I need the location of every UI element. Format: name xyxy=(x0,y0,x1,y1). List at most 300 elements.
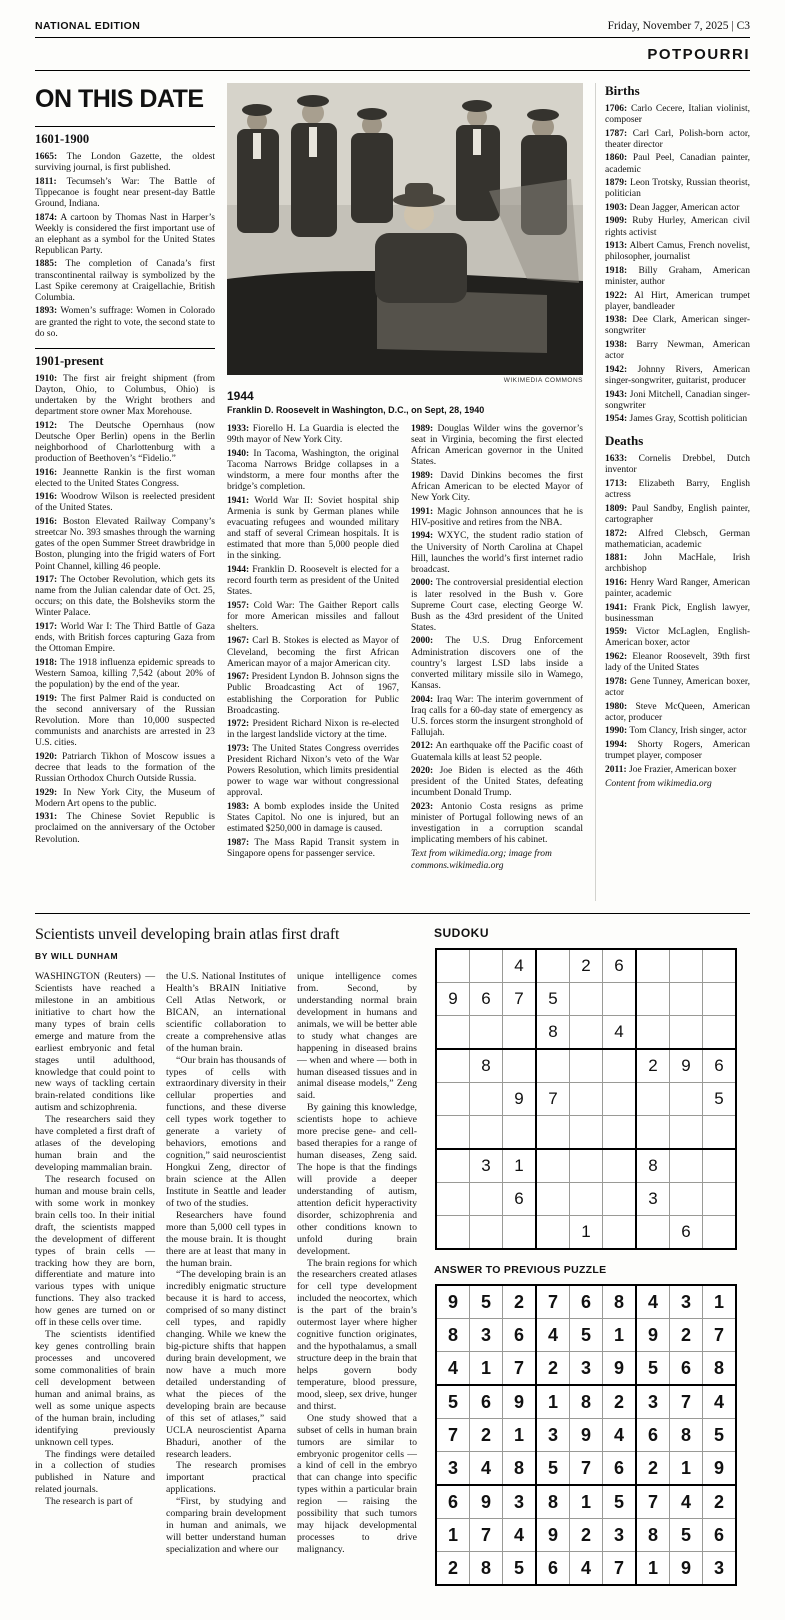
date-entry: 1885: The completion of Canada’s first transcontinental railway is symbolized by the Last Spike ceremony at Craigellachie, British Columbia. xyxy=(35,259,215,303)
sudoku-cell[interactable] xyxy=(503,1116,537,1150)
sudoku-cell[interactable] xyxy=(470,1016,503,1050)
entry-year: 1909: xyxy=(605,216,628,227)
sudoku-cell: 6 xyxy=(670,1352,703,1386)
sudoku-cell: 3 xyxy=(503,1485,537,1519)
date-entry: 1933: Fiorello H. La Guardia is elected the 99th mayor of New York City. xyxy=(227,424,399,446)
entry-year: 1938: xyxy=(605,315,628,326)
sudoku-section xyxy=(434,926,750,1606)
entry-year: 1973: xyxy=(227,743,250,754)
sudoku-cell: 6 xyxy=(436,1485,470,1519)
sudoku-cell: 2 xyxy=(503,1285,537,1319)
sudoku-cell[interactable] xyxy=(603,1049,637,1083)
date-entry: 1973: The United States Congress overrides President Richard Nixon’s veto of the War Powers Resolution, which limits presidential power to wage war without congressional approval. xyxy=(227,743,399,799)
sudoku-cell[interactable]: 1 xyxy=(503,1149,537,1183)
sudoku-cell[interactable] xyxy=(670,1116,703,1150)
sudoku-puzzle-grid xyxy=(435,948,737,1250)
sudoku-cell: 2 xyxy=(536,1352,570,1386)
entry-year: 2011: xyxy=(605,764,627,775)
date-entry: 1916: Henry Ward Ranger, American painter, academic xyxy=(605,577,750,600)
photo-frame xyxy=(227,83,583,375)
date-entry: 2000: The U.S. Drug Enforcement Administration discovers one of the country’s largest LSD labs inside a converted military missile silo in Wamego, Kansas. xyxy=(411,636,583,691)
date-entry: 1942: Johnny Rivers, American singer-songwriter, guitarist, producer xyxy=(605,364,750,386)
sudoku-cell[interactable] xyxy=(503,1216,537,1250)
date-entry: 1954: James Gray, Scottish politician xyxy=(605,414,748,425)
article-paragraph: The brain regions for which the researchers created atlases for cell type development included the neocortex, which is the part of the brain’s outermost layer where higher cognitive function originates, and the hypothalamus, a small structure deep in the brain that helps govern body temperature, blood pressure, mood, sleep, sex drive, hunger and thirst. xyxy=(297,1257,417,1412)
date-entry: 1917: The October Revolution, which gets its name from the Julian calendar date of Oct. 25, occurs; on this date, the Bolsheviks storm the Winter Palace. xyxy=(35,575,215,619)
entry-year: 1916: xyxy=(35,492,58,503)
fdr-photo-illustration xyxy=(227,83,583,375)
article-paragraph: “Our brain has thousands of types of cells with extraordinary diversity in their cellular properties and functions, and these diverse cell types work together to generate a variety of behaviors, emotions and cognition,” said neuroscientist Hongkui Zeng, director of brain science at the Allen Institute in Seattle and leader of two of the studies. xyxy=(166,1054,286,1209)
entry-year: 1990: xyxy=(605,726,628,737)
sudoku-cell[interactable]: 2 xyxy=(570,949,603,983)
sudoku-cell: 2 xyxy=(703,1485,737,1519)
entry-year: 1991: xyxy=(411,506,434,517)
sudoku-cell[interactable] xyxy=(470,1216,503,1250)
sudoku-cell: 1 xyxy=(636,1552,670,1586)
sudoku-row xyxy=(436,1385,736,1419)
sudoku-cell[interactable]: 9 xyxy=(670,1049,703,1083)
sudoku-row xyxy=(436,1352,736,1386)
sudoku-cell: 5 xyxy=(670,1519,703,1552)
sudoku-cell[interactable] xyxy=(670,1149,703,1183)
entry-year: 1879: xyxy=(605,178,628,189)
sudoku-row xyxy=(436,1452,736,1486)
sudoku-cell[interactable] xyxy=(670,1083,703,1116)
sudoku-answer-title: ANSWER TO PREVIOUS PUZZLE xyxy=(434,1264,607,1276)
entry-year: 1962: xyxy=(605,652,628,663)
sudoku-cell[interactable]: 9 xyxy=(503,1083,537,1116)
entry-year: 1881: xyxy=(605,553,628,564)
article-column-2 xyxy=(166,971,286,1556)
sudoku-cell[interactable] xyxy=(436,1049,470,1083)
sudoku-cell: 1 xyxy=(536,1385,570,1419)
sudoku-cell[interactable] xyxy=(703,1016,737,1050)
entry-year: 1809: xyxy=(605,503,628,514)
date-entry: 1938: Dee Clark, American singer-songwriter xyxy=(605,315,750,337)
date-entry: 1811: Tecumseh’s War: The Battle of Tippecanoe is fought near present-day Battle Ground, Indiana. xyxy=(35,176,215,209)
sudoku-cell[interactable]: 6 xyxy=(603,949,637,983)
date-entry: 2020: Joe Biden is elected as the 46th president of the United States, defeating incumbent Donald Trump. xyxy=(411,766,583,799)
sudoku-cell: 1 xyxy=(603,1319,637,1352)
entry-year: 1980: xyxy=(605,701,628,712)
entry-year: 1885: xyxy=(35,259,58,270)
sudoku-cell: 7 xyxy=(703,1319,737,1352)
date-entry: 1980: Steve McQueen, American actor, producer xyxy=(605,701,750,723)
sudoku-cell: 8 xyxy=(603,1285,637,1319)
sudoku-row xyxy=(436,983,736,1016)
sudoku-cell: 5 xyxy=(603,1485,637,1519)
sudoku-cell: 6 xyxy=(603,1452,637,1486)
article-paragraph: The research promises important practical applications. xyxy=(166,1460,286,1496)
sudoku-cell[interactable] xyxy=(570,1083,603,1116)
sudoku-cell[interactable]: 2 xyxy=(636,1049,670,1083)
sudoku-cell[interactable] xyxy=(470,1083,503,1116)
sudoku-cell: 1 xyxy=(703,1285,737,1319)
sudoku-cell[interactable]: 6 xyxy=(670,1216,703,1250)
sudoku-cell: 7 xyxy=(570,1452,603,1486)
sudoku-cell[interactable] xyxy=(536,1149,570,1183)
births-deaths-column xyxy=(595,83,750,901)
sudoku-cell: 9 xyxy=(503,1385,537,1419)
events-column-2-list xyxy=(411,424,583,846)
sudoku-cell: 4 xyxy=(570,1552,603,1586)
sudoku-cell[interactable] xyxy=(436,1216,470,1250)
sudoku-cell: 6 xyxy=(536,1552,570,1586)
sudoku-cell: 3 xyxy=(470,1319,503,1352)
sudoku-row xyxy=(436,1016,736,1050)
sudoku-row xyxy=(436,1049,736,1083)
sudoku-cell[interactable] xyxy=(603,983,637,1016)
sudoku-cell[interactable]: 6 xyxy=(703,1049,737,1083)
sudoku-cell[interactable]: 7 xyxy=(536,1083,570,1116)
entry-year: 1917: xyxy=(35,575,58,586)
sudoku-cell[interactable] xyxy=(703,1116,737,1150)
sudoku-cell[interactable]: 8 xyxy=(470,1049,503,1083)
date-entry: 1706: Carlo Cecere, Italian violinist, composer xyxy=(605,104,750,126)
photo-caption xyxy=(227,389,583,415)
entry-year: 1929: xyxy=(35,787,58,798)
entry-year: 1940: xyxy=(227,448,250,459)
sudoku-cell: 5 xyxy=(436,1385,470,1419)
sudoku-cell[interactable]: 8 xyxy=(636,1149,670,1183)
entry-year: 1941: xyxy=(605,602,628,613)
date-entry: 2004: Iraq War: The interim government of Iraq calls for a 60-day state of emergency as U.S. forces storm the insurgent stronghold of Fallujah. xyxy=(411,694,583,738)
entry-year: 1922: xyxy=(605,290,628,301)
births-list xyxy=(605,104,750,425)
article-column-1 xyxy=(35,971,155,1556)
sudoku-cell: 5 xyxy=(536,1452,570,1486)
entry-year: 1957: xyxy=(227,600,250,611)
entry-year: 1967: xyxy=(227,672,250,683)
sudoku-cell: 4 xyxy=(536,1319,570,1352)
entry-year: 1941: xyxy=(227,495,250,506)
sudoku-cell: 3 xyxy=(570,1352,603,1386)
sudoku-row xyxy=(436,1149,736,1183)
top-bar xyxy=(35,20,750,38)
sudoku-cell[interactable] xyxy=(636,1083,670,1116)
sudoku-cell[interactable]: 3 xyxy=(636,1183,670,1216)
article-paragraph: The researchers said they have completed a first draft of atlases of the developing human brain and the developing mammalian brain. xyxy=(35,1114,155,1173)
entry-year: 1872: xyxy=(605,528,628,539)
date-entry: 1957: Cold War: The Gaither Report calls for more American missiles and fallout shelters. xyxy=(227,600,399,633)
sudoku-cell[interactable] xyxy=(603,1149,637,1183)
entry-year: 1912: xyxy=(35,420,58,431)
sudoku-cell[interactable]: 1 xyxy=(570,1216,603,1250)
sudoku-cell: 4 xyxy=(603,1419,637,1452)
entry-year: 1972: xyxy=(227,719,250,730)
sudoku-cell: 7 xyxy=(470,1519,503,1552)
entry-year: 1989: xyxy=(411,424,434,434)
sudoku-cell[interactable] xyxy=(570,1116,603,1150)
sudoku-cell[interactable]: 5 xyxy=(536,983,570,1016)
date-entry: 1991: Magic Johnson announces that he is HIV-positive and retires from the NBA. xyxy=(411,506,583,528)
date-entry: 2011: Joe Frazier, American boxer xyxy=(605,764,737,775)
sudoku-cell: 5 xyxy=(703,1419,737,1452)
sudoku-cell: 4 xyxy=(703,1385,737,1419)
date-entry: 2012: An earthquake off the Pacific coast of Guatemala kills at least 52 people. xyxy=(411,741,583,763)
date-entry: 1943: Joni Mitchell, Canadian singer-songwriter xyxy=(605,389,750,411)
sudoku-cell: 8 xyxy=(536,1485,570,1519)
entry-year: 1916: xyxy=(35,467,58,478)
brain-atlas-article xyxy=(35,926,417,1606)
entry-year: 1913: xyxy=(605,241,628,252)
date-entry: 1944: Franklin D. Roosevelt is elected for a record fourth term as president of the United States. xyxy=(227,564,399,598)
sudoku-cell[interactable] xyxy=(703,1149,737,1183)
sudoku-cell: 9 xyxy=(536,1519,570,1552)
date-entry: 2023: Antonio Costa resigns as prime minister of Portugal following news of an investigation in a corruption scandal implicating members of his cabinet. xyxy=(411,802,583,846)
sudoku-cell[interactable] xyxy=(670,1016,703,1050)
sudoku-cell[interactable] xyxy=(536,1049,570,1083)
sudoku-cell[interactable] xyxy=(603,1216,637,1250)
sudoku-cell[interactable] xyxy=(703,949,737,983)
date-entry: 1893: Women’s suffrage: Women in Colorado are granted the right to vote, the second state to do so. xyxy=(35,306,215,339)
entry-year: 1954: xyxy=(605,414,628,425)
sudoku-cell: 7 xyxy=(636,1485,670,1519)
sudoku-cell: 6 xyxy=(470,1385,503,1419)
sudoku-cell[interactable] xyxy=(703,1216,737,1250)
sudoku-cell: 8 xyxy=(670,1419,703,1452)
date-entry: 1919: The first Palmer Raid is conducted on the second anniversary of the Russian Revolution. More than 10,000 suspected communists and anarchists are arrested in 23 U.S. cities. xyxy=(35,693,215,749)
date-entry: 1916: Woodrow Wilson is reelected president of the United States. xyxy=(35,492,215,514)
date-entry: 1874: A cartoon by Thomas Nast in Harper’s Weekly is considered the first important use of an elephant as a symbol for the United States Republican Party. xyxy=(35,212,215,256)
sudoku-cell: 8 xyxy=(570,1385,603,1419)
sudoku-cell: 7 xyxy=(503,1352,537,1386)
entry-year: 1943: xyxy=(605,389,628,400)
sudoku-cell[interactable]: 4 xyxy=(503,949,537,983)
entry-year: 1959: xyxy=(605,627,628,638)
sudoku-cell[interactable] xyxy=(636,1216,670,1250)
sudoku-row xyxy=(436,949,736,983)
entry-year: 1903: xyxy=(605,202,628,213)
sudoku-cell[interactable] xyxy=(436,1016,470,1050)
sudoku-cell: 9 xyxy=(703,1452,737,1486)
sudoku-cell[interactable] xyxy=(570,1049,603,1083)
date-entry: 1989: David Dinkins becomes the first African American to be elected Mayor of New York City. xyxy=(411,470,583,504)
photo-figure xyxy=(227,83,583,415)
sudoku-cell[interactable] xyxy=(536,1116,570,1150)
entry-year: 1983: xyxy=(227,802,250,812)
date-entry: 1787: Carl Carl, Polish-born actor, theater director xyxy=(605,128,750,150)
date-entry: 1909: Ruby Hurley, American civil rights activist xyxy=(605,216,750,238)
article-paragraph: Researchers have found more than 5,000 cell types in the mouse brain. It is thought there are at least that many in the human brain. xyxy=(166,1209,286,1269)
sudoku-cell: 9 xyxy=(670,1552,703,1586)
date-entry: 1994: Shorty Rogers, American trumpet player, composer xyxy=(605,739,750,761)
sudoku-cell: 1 xyxy=(670,1452,703,1486)
sudoku-cell[interactable] xyxy=(603,1083,637,1116)
date-entry: 1990: Tom Clancy, Irish singer, actor xyxy=(605,726,747,737)
sudoku-cell[interactable] xyxy=(570,1016,603,1050)
date-entry: 1918: Billy Graham, American minister, author xyxy=(605,265,750,288)
article-paragraph: The research is part of xyxy=(45,1496,133,1508)
sudoku-cell[interactable] xyxy=(436,949,470,983)
sudoku-cell: 3 xyxy=(703,1552,737,1586)
date-entry: 1633: Cornelis Drebbel, Dutch inventor xyxy=(605,454,750,476)
sudoku-cell: 2 xyxy=(603,1385,637,1419)
sudoku-row xyxy=(436,1285,736,1319)
article-headline: Scientists unveil developing brain atlas first draft xyxy=(35,926,340,943)
sudoku-cell[interactable] xyxy=(703,983,737,1016)
entry-year: 1918: xyxy=(605,265,628,276)
sudoku-cell: 4 xyxy=(670,1485,703,1519)
entry-year: 1916: xyxy=(605,577,628,588)
entry-year: 1860: xyxy=(605,153,628,164)
sudoku-cell[interactable] xyxy=(636,949,670,983)
era-heading: 1601-1900 xyxy=(35,126,215,147)
sudoku-cell[interactable] xyxy=(636,1016,670,1050)
date-entry: 1938: Barry Newman, American actor xyxy=(605,340,750,362)
sudoku-cell[interactable] xyxy=(536,949,570,983)
sudoku-cell[interactable] xyxy=(470,1116,503,1150)
sudoku-cell[interactable] xyxy=(536,1216,570,1250)
on-this-date-section xyxy=(35,71,750,901)
sudoku-cell[interactable] xyxy=(503,1049,537,1083)
sudoku-cell: 5 xyxy=(503,1552,537,1586)
article-paragraph: By gaining this knowledge, scientists hope to achieve more precise gene- and cell-based therapies for a range of human diseases, Zeng said. The hope is that the findings will provide a deeper understanding of autism, attention deficit hyperactivity disorder, schizophrenia and other conditions known to unfold during brain development. xyxy=(297,1102,417,1257)
sudoku-row xyxy=(436,1419,736,1452)
sudoku-cell[interactable] xyxy=(536,1183,570,1216)
sudoku-cell: 1 xyxy=(470,1352,503,1386)
sudoku-row xyxy=(436,1319,736,1352)
entry-year: 1994: xyxy=(411,531,434,542)
date-entry: 1967: Carl B. Stokes is elected as Mayor of Cleveland, becoming the first African American mayor of a major American city. xyxy=(227,636,399,669)
date-entry: 1978: Gene Tunney, American boxer, actor xyxy=(605,676,750,698)
date-entry: 2000: The controversial presidential election is later resolved in the Bush v. Gore Supreme Court case, electing George W. Bush as the 43rd president of the United States. xyxy=(411,578,583,633)
sudoku-cell[interactable]: 6 xyxy=(470,983,503,1016)
date-entry: 1989: Douglas Wilder wins the governor’s seat in Virginia, becoming the first elected African American governor in the United States. xyxy=(411,424,583,468)
sudoku-cell: 2 xyxy=(436,1552,470,1586)
sudoku-cell: 9 xyxy=(436,1285,470,1319)
deaths-source-note: Content from wikimedia.org xyxy=(605,778,712,789)
entry-year: 1917: xyxy=(35,622,58,633)
masthead xyxy=(35,20,750,71)
sudoku-cell[interactable]: 3 xyxy=(470,1149,503,1183)
entry-year: 1920: xyxy=(35,751,58,762)
date-entry: 1941: Frank Pick, English lawyer, businessman xyxy=(605,602,750,624)
sudoku-cell: 8 xyxy=(636,1519,670,1552)
deaths-list xyxy=(605,454,750,775)
sudoku-cell[interactable] xyxy=(636,1116,670,1150)
entry-year: 2023: xyxy=(411,802,434,812)
entry-year: 1987: xyxy=(227,837,250,848)
entry-year: 1893: xyxy=(35,306,58,317)
entry-year: 1933: xyxy=(227,424,250,434)
sudoku-cell[interactable] xyxy=(436,1183,470,1216)
article-paragraph: unique intelligence comes from. Second, by understanding normal brain development in humans and animals, we will be better able to study what changes are happening in diseased brains — when and where — both in human diseased tissues and in animal disease models,” Zeng said. xyxy=(297,971,417,1102)
date-entry: 1940: In Tacoma, Washington, the original Tacoma Narrows Bridge collapses in a windstorm, a mere four months after the bridge’s completion. xyxy=(227,448,399,493)
entry-year: 1916: xyxy=(35,517,58,528)
sudoku-answer-grid xyxy=(435,1284,737,1586)
entry-year: 1919: xyxy=(35,693,58,704)
section-title: POTPOURRI xyxy=(35,38,750,71)
sudoku-cell[interactable] xyxy=(603,1183,637,1216)
sudoku-cell[interactable] xyxy=(436,1116,470,1150)
entry-year: 2000: xyxy=(411,578,434,589)
date-entry: 1920: Patriarch Tikhon of Moscow issues a decree that leads to the formation of the Russian Orthodox Church Outside Russia. xyxy=(35,751,215,784)
date-entry: 1809: Paul Sandby, English painter, cartographer xyxy=(605,503,750,525)
date-entry: 1916: Jeannette Rankin is the first woman elected to the United States Congress. xyxy=(35,467,215,489)
sudoku-cell[interactable] xyxy=(570,1183,603,1216)
date-entry: 1929: In New York City, the Museum of Modern Art opens to the public. xyxy=(35,787,215,809)
entry-year: 1633: xyxy=(605,454,628,465)
entry-year: 1978: xyxy=(605,676,628,687)
sudoku-cell: 7 xyxy=(670,1385,703,1419)
entry-year: 1931: xyxy=(35,812,58,823)
sudoku-cell[interactable] xyxy=(670,1183,703,1216)
entry-year: 1874: xyxy=(35,212,58,223)
sudoku-cell[interactable] xyxy=(503,1016,537,1050)
sudoku-cell: 1 xyxy=(436,1519,470,1552)
entry-year: 1938: xyxy=(605,340,628,351)
article-byline: BY WILL DUNHAM xyxy=(35,951,119,961)
sudoku-cell: 4 xyxy=(436,1352,470,1386)
sudoku-cell: 8 xyxy=(503,1452,537,1486)
sudoku-cell: 3 xyxy=(436,1452,470,1486)
sudoku-cell: 5 xyxy=(636,1352,670,1386)
births-heading: Births xyxy=(605,83,640,98)
deaths-heading: Deaths xyxy=(605,433,644,449)
entry-year: 2020: xyxy=(411,766,434,777)
sudoku-cell: 3 xyxy=(536,1419,570,1452)
sudoku-cell[interactable]: 6 xyxy=(503,1183,537,1216)
sudoku-cell[interactable]: 5 xyxy=(703,1083,737,1116)
article-paragraph: One study showed that a subset of cells in human brain tumors are similar to embryonic progenitor cells — a kind of cell in the embryo that can change into specific types within a particular brain region — raising the possibility that such tumors may hijack developmental processes to drive malignancy. xyxy=(297,1412,417,1555)
sudoku-cell[interactable]: 9 xyxy=(436,983,470,1016)
sudoku-cell[interactable] xyxy=(603,1116,637,1150)
sudoku-cell: 6 xyxy=(570,1285,603,1319)
entry-year: 1918: xyxy=(35,657,58,668)
entry-year: 1942: xyxy=(605,364,628,375)
sudoku-cell[interactable] xyxy=(436,1149,470,1183)
entry-year: 1665: xyxy=(35,152,58,162)
date-entry: 1922: Al Hirt, American trumpet player, bandleader xyxy=(605,290,750,312)
date-entry: 1916: Boston Elevated Railway Company’s streetcar No. 393 smashes through the warning gates of the open Summer Street drawbridge in Boston, plunging into the frigid waters of Fort Point Channel, killing 46 people. xyxy=(35,517,215,572)
sudoku-cell[interactable]: 8 xyxy=(536,1016,570,1050)
sudoku-row xyxy=(436,1116,736,1150)
date-entry: 1962: Eleanor Roosevelt, 39th first lady of the United States xyxy=(605,652,750,674)
sudoku-cell: 2 xyxy=(670,1319,703,1352)
sudoku-cell[interactable]: 7 xyxy=(503,983,537,1016)
sudoku-cell[interactable] xyxy=(570,1149,603,1183)
events-source-note: Text from wikimedia.org; image from commons.wikimedia.org xyxy=(411,849,552,871)
date-entry: 1913: Albert Camus, French novelist, philosopher, journalist xyxy=(605,241,750,263)
sudoku-cell: 4 xyxy=(470,1452,503,1486)
entry-year: 1944: xyxy=(227,564,250,575)
date-entry: 1994: WXYC, the student radio station of the University of North Carolina at Chapel Hill, launches the world’s first internet radio broadcast. xyxy=(411,531,583,575)
entry-year: 1989: xyxy=(411,470,434,481)
sudoku-cell[interactable] xyxy=(670,983,703,1016)
sudoku-cell[interactable] xyxy=(636,983,670,1016)
sudoku-cell[interactable] xyxy=(436,1083,470,1116)
mid-event-columns xyxy=(227,424,583,872)
sudoku-cell: 2 xyxy=(470,1419,503,1452)
sudoku-cell[interactable] xyxy=(570,983,603,1016)
entry-year: 1706: xyxy=(605,104,628,114)
page-title: ON THIS DATE xyxy=(35,85,204,113)
sudoku-cell: 5 xyxy=(470,1285,503,1319)
sudoku-cell[interactable] xyxy=(670,949,703,983)
sudoku-cell: 9 xyxy=(636,1319,670,1352)
sudoku-row xyxy=(436,1216,736,1250)
sudoku-cell[interactable] xyxy=(470,1183,503,1216)
sudoku-cell[interactable] xyxy=(703,1183,737,1216)
article-paragraph: The research focused on human and mouse brain cells, with some work in monkey brain cells too. In their initial draft, the scientists mapped the development of different types of brain cells — tracking how they are born, differentiate and mature into various types with unique functions. They also tracked how genes are turned on or off in these cells over time. xyxy=(35,1173,155,1329)
sudoku-cell[interactable] xyxy=(470,949,503,983)
date-entry: 1917: World War I: The Third Battle of Gaza ends, with British forces capturing Gaza from the Ottoman Empire. xyxy=(35,622,215,655)
sudoku-cell[interactable]: 4 xyxy=(603,1016,637,1050)
events-column-2 xyxy=(411,424,583,872)
sudoku-cell: 5 xyxy=(570,1319,603,1352)
date-entry: 1931: The Chinese Soviet Republic is proclaimed on the anniversary of the October Revolution. xyxy=(35,812,215,845)
